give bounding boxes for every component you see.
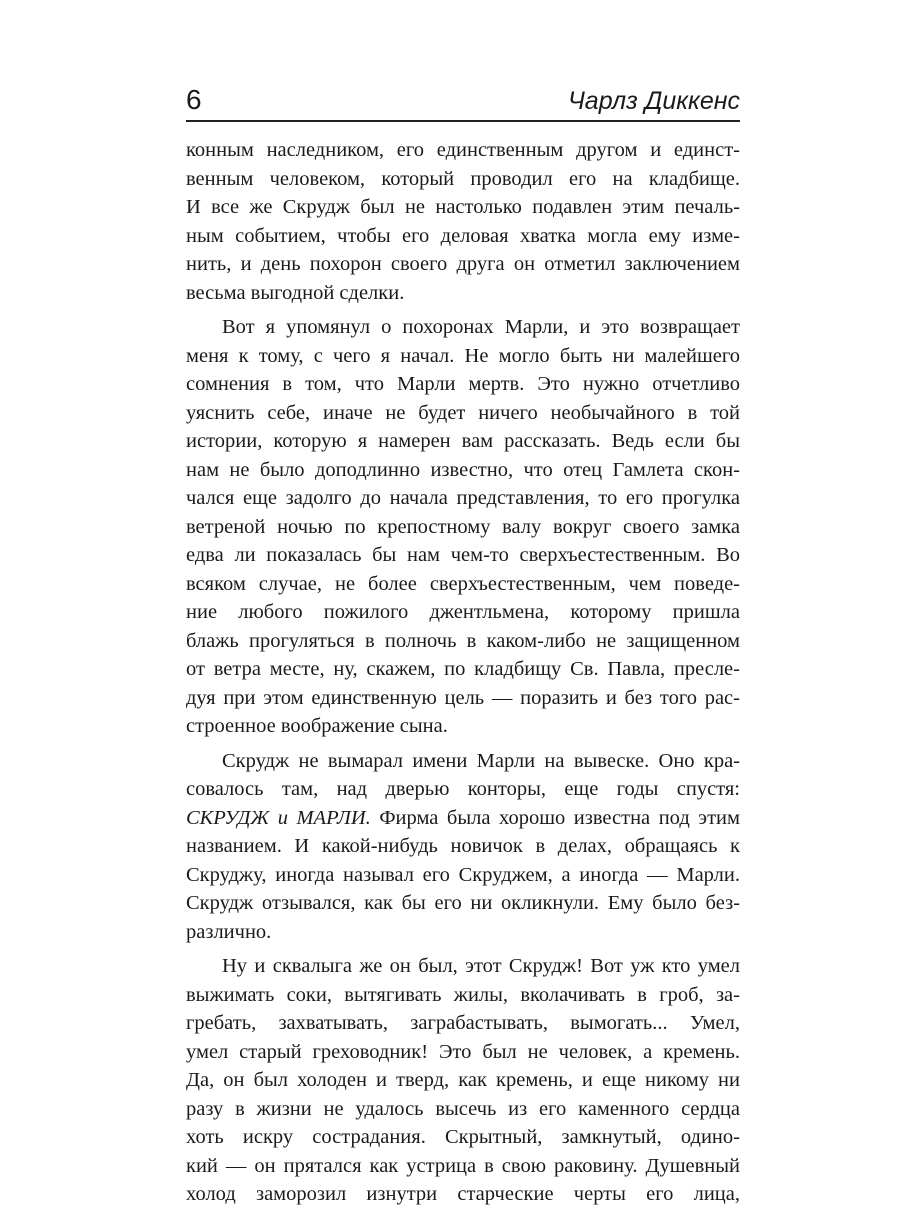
text-line: нам не было доподлинно известно, что отец Гамлета скон- — [186, 458, 740, 481]
text-line: кий — он прятался как устрица в свою раковину. Душевный — [186, 1154, 740, 1177]
text-line: блажь прогуляться в полночь в каком-либо не защищенном — [186, 629, 740, 652]
paragraph — [186, 952, 740, 1209]
paragraph — [186, 747, 740, 947]
text-line: названием. И какой-нибудь новичок в делах, обращаясь к — [186, 835, 740, 857]
text-line: Скрудж не вымарал имени Марли на вывеске. Оно кра- — [222, 749, 740, 772]
text-line: ние любого пожилого джентльмена, которому пришла — [186, 601, 740, 623]
text-line: весьма выгодной сделки. — [186, 281, 405, 304]
text-line: совалось там, над дверью конторы, еще годы спустя: — [186, 778, 740, 800]
text-line: ветреной ночью по крепостному валу вокруг своего замка — [186, 515, 740, 538]
paragraph — [186, 136, 740, 307]
text-line: различно. — [186, 920, 272, 943]
text-line: от ветра месте, ну, скажем, по кладбищу Св. Павла, пресле- — [186, 658, 740, 680]
running-title-author: Чарлз Диккенс — [567, 87, 740, 115]
text-line: разу в жизни не удалось высечь из его каменного сердца — [186, 1097, 740, 1120]
text-line: уяснить себе, иначе не будет ничего необычайного в той — [186, 401, 740, 424]
page-number: 6 — [186, 84, 202, 115]
text-line: Скрудж отзывался, как бы его ни окликнули. Ему было без- — [186, 892, 740, 914]
text-line: хоть искру сострадания. Скрытный, замкнутый, одино- — [186, 1126, 740, 1148]
text-line: выжимать соки, вытягивать жилы, вколачивать в гроб, за- — [186, 983, 740, 1006]
paragraph — [186, 313, 740, 741]
text-line: гребать, захватывать, заграбастывать, вымогать... Умел, — [186, 1012, 740, 1034]
text-line: строенное воображение сына. — [186, 715, 448, 737]
text-line: холод заморозил изнутри старческие черты его лица, — [186, 1183, 740, 1205]
text-line: всяком случае, не более сверхъестественным, чем поведе- — [186, 572, 740, 595]
text-line: Да, он был холоден и тверд, как кремень, и еще никому ни — [186, 1069, 740, 1091]
text-line: Скруджу, иногда называл его Скруджем, а иногда — Марли. — [186, 863, 740, 886]
text-line: истории, которую я намерен вам рассказать. Ведь если бы — [186, 430, 740, 452]
text-line: венным человеком, который проводил его на кладбище. — [186, 167, 740, 190]
text-line: едва ли показалась бы нам чем-то сверхъестественным. Во — [186, 544, 740, 566]
text-line: Ну и сквалыга же он был, этот Скрудж! Вот уж кто умел — [222, 955, 740, 977]
book-text-body — [186, 136, 740, 1209]
text-line: И все же Скрудж был не настолько подавлен этим печаль- — [186, 196, 740, 218]
text-line: конным наследником, его единственным другом и единст- — [186, 139, 740, 161]
text-line: нить, и день похорон своего друга он отметил заключением — [186, 253, 740, 275]
text-line: ным событием, чтобы его деловая хватка могла ему изме- — [186, 224, 740, 247]
text-line: меня к тому, с чего я начал. Не могло быть ни малейшего — [186, 344, 740, 367]
text-line-signboard — [186, 804, 740, 833]
running-header — [186, 78, 740, 122]
signboard-name: СКРУДЖ и МАРЛИ. — [186, 806, 371, 829]
signboard-line-rest: Фирма была хорошо известна под этим — [370, 806, 740, 829]
text-line: умел старый греховодник! Это был не человек, а кремень. — [186, 1040, 740, 1063]
text-line: сомнения в том, что Марли мертв. Это нужно отчетливо — [186, 373, 740, 395]
text-line: чался еще задолго до начала представления, то его прогулка — [186, 487, 740, 509]
text-line: Вот я упомянул о похоронах Марли, и это возвращает — [222, 316, 740, 338]
text-line: дуя при этом единственную цель — поразить и без того рас- — [186, 686, 740, 709]
